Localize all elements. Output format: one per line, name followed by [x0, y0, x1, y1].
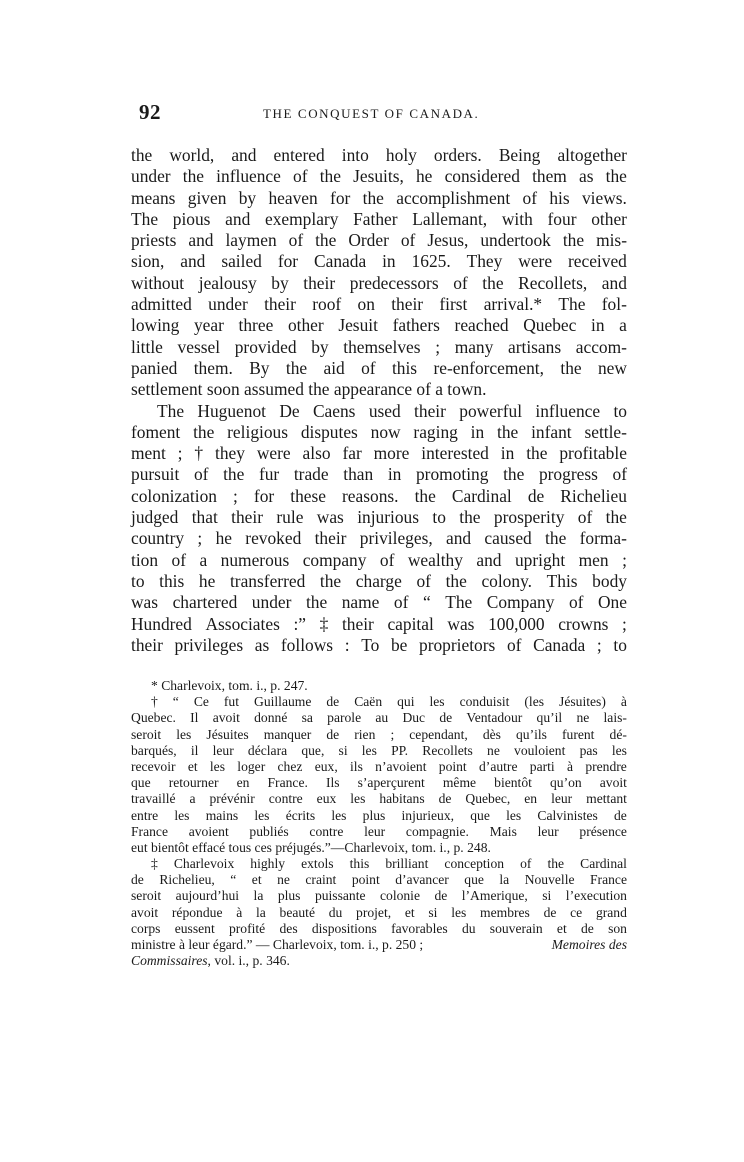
- page-number: 92: [139, 100, 161, 124]
- footnote-line: que retourner en France. Ils s’aperçurent même bientôt qu’on avoit: [131, 775, 627, 791]
- footnote-italic-title: Memoires des: [551, 937, 627, 952]
- footnote-text: , vol. i., p. 346.: [207, 953, 290, 969]
- body-line: Hundred Associates :” ‡ their capital was 100,000 crowns ;: [131, 613, 627, 634]
- body-line: tion of a numerous company of wealthy and upright men ;: [131, 549, 627, 570]
- body-line: colonization ; for these reasons. the Cardinal de Richelieu: [131, 485, 627, 506]
- footnote-line: entre les mains les écrits les plus injurieux, que les Calvinistes de: [131, 807, 627, 823]
- footnote-line: avoit répondue à la beauté du projet, et si les membres de ce grand: [131, 904, 627, 920]
- body-line: priests and laymen of the Order of Jesus, undertook the mis-: [131, 230, 627, 251]
- footnote-line: ‡ Charlevoix highly extols this brilliant conception of the Cardinal: [151, 856, 627, 872]
- body-line: under the influence of the Jesuits, he considered them as the: [131, 166, 627, 187]
- footnote-line: Quebec. Il avoit donné sa parole au Duc de Ventadour qu’il ne lais-: [131, 710, 627, 726]
- footnote-line: corps eussent profité des dispositions favorables du souverain et de son: [131, 920, 627, 936]
- footnote-line: seroit aujourd’hui la plus puissante colonie de l’Amerique, si l’execution: [131, 888, 627, 904]
- body-line: foment the religious disputes now raging in the infant settle-: [131, 421, 627, 442]
- footnote-line: de Richelieu, “ et ne craint point d’avancer que la Nouvelle France: [131, 872, 627, 888]
- footnotes: [131, 678, 627, 969]
- body-line: admitted under their roof on their first arrival.* The fol-: [131, 294, 627, 315]
- body-line: pursuit of the fur trade than in promoting the progress of: [131, 464, 627, 485]
- body-line: sion, and sailed for Canada in 1625. They were received: [131, 251, 627, 272]
- body-line: country ; he revoked their privileges, and caused the forma-: [131, 528, 627, 549]
- footnote-line: travaillé a prévénir contre eux les habitans de Quebec, en leur mettant: [131, 791, 627, 807]
- footnote-line: recevoir et les loger chez eux, ils n’avoient point d’autre parti à prendre: [131, 758, 627, 774]
- body-line: The Huguenot De Caens used their powerful influence to: [157, 400, 627, 421]
- body-line: little vessel provided by themselves ; many artisans accom-: [131, 336, 627, 357]
- footnote-line: * Charlevoix, tom. i., p. 247.: [151, 678, 308, 693]
- footnote-line: seroit les Jésuites manquer de rien ; cependant, dès qu’ils furent dé-: [131, 726, 627, 742]
- footnote-text: ministre à leur égard.” — Charlevoix, tom. i., p. 250 ;: [131, 937, 424, 952]
- main-text: [131, 145, 627, 656]
- body-line: was chartered under the name of “ The Company of One: [131, 592, 627, 613]
- body-line: their privileges as follows : To be proprietors of Canada ; to: [131, 634, 627, 655]
- footnote-line: eut bientôt effacé tous ces préjugés.”—Charlevoix, tom. i., p. 248.: [131, 839, 491, 855]
- body-line: to this he transferred the charge of the colony. This body: [131, 570, 627, 591]
- body-line: judged that their rule was injurious to the prosperity of the: [131, 507, 627, 528]
- footnote-line: [131, 937, 627, 953]
- footnote-line: [131, 953, 627, 969]
- running-head: THE CONQUEST OF CANADA.: [263, 106, 480, 121]
- body-line: The pious and exemplary Father Lallemant, with four other: [131, 208, 627, 229]
- footnote-italic-title: Commissaires: [131, 953, 208, 969]
- footnote-line: France avoient publiés contre leur compagnie. Mais leur présence: [131, 823, 627, 839]
- page-header: [131, 100, 627, 126]
- body-line: panied them. By the aid of this re-enforcement, the new: [131, 357, 627, 378]
- body-line: lowing year three other Jesuit fathers reached Quebec in a: [131, 315, 627, 336]
- body-line: means given by heaven for the accomplishment of his views.: [131, 187, 627, 208]
- body-line: ment ; † they were also far more interested in the profitable: [131, 443, 627, 464]
- body-line: settlement soon assumed the appearance of a town.: [131, 379, 487, 400]
- footnote-line: barqués, il leur déclara que, si les PP. Recollets ne vouloient pas les: [131, 742, 627, 758]
- body-line: the world, and entered into holy orders. Being altogether: [131, 145, 627, 165]
- footnote-line: † “ Ce fut Guillaume de Caën qui les conduisit (les Jésuites) à: [151, 694, 627, 710]
- body-line: without jealousy by their predecessors of the Recollets, and: [131, 272, 627, 293]
